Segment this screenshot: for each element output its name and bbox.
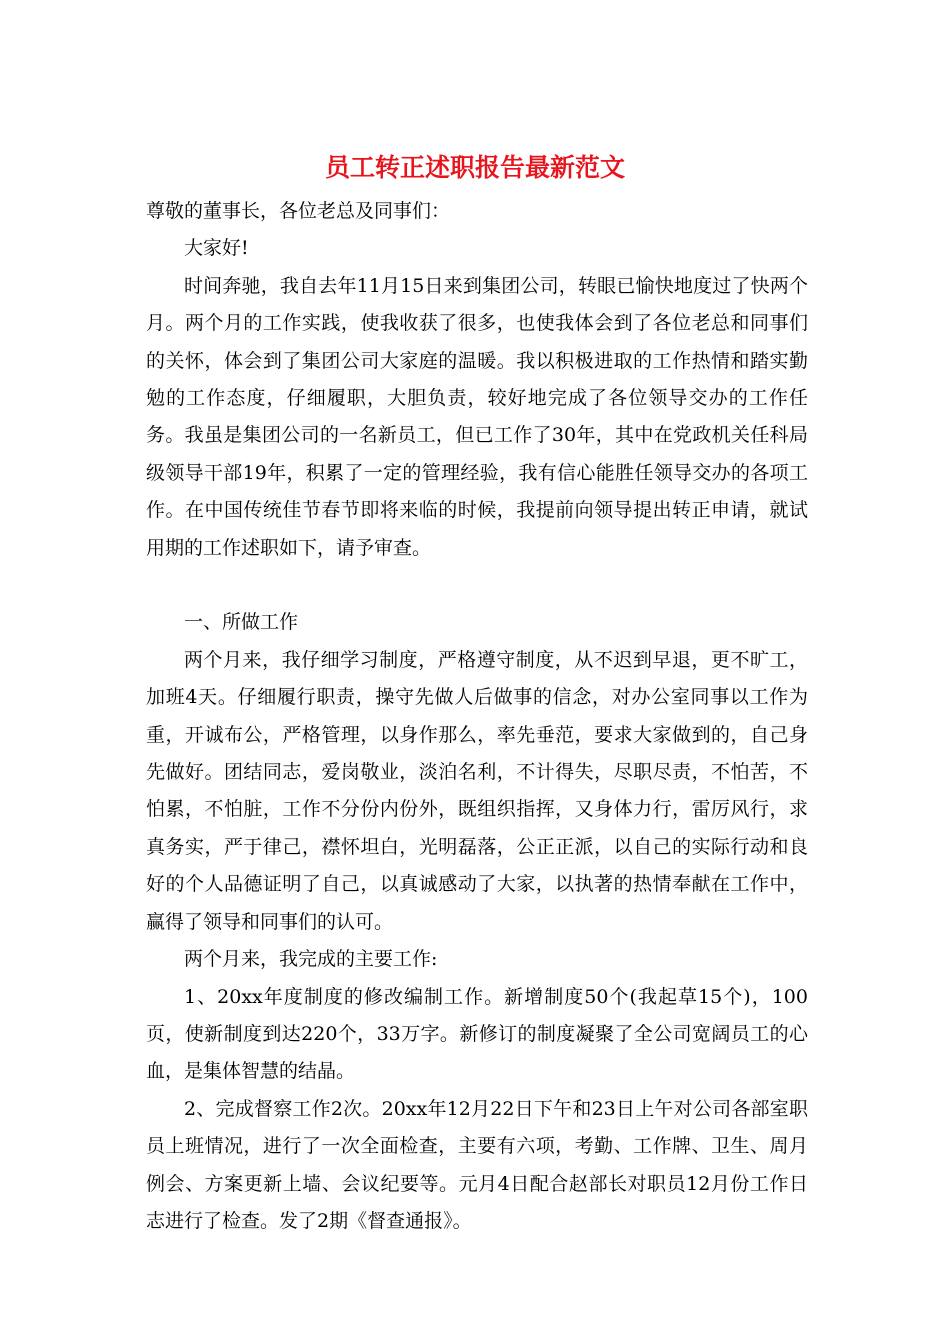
section-heading: 一、所做工作 xyxy=(184,611,299,634)
section-paragraph: 两个月来，我完成的主要工作: xyxy=(184,948,438,971)
document-title: 员工转正述职报告最新范文 xyxy=(324,153,625,182)
blank-line xyxy=(146,567,808,604)
greeting: 大家好! xyxy=(184,237,249,260)
list-item: 1、20xx年度制度的修改编制工作。新增制度50个(我起草15个)，100页，使新制度到达220个，33万字。新修订的制度凝聚了全公司宽阔员工的心血，是集体智慧的结晶。 xyxy=(146,985,808,1083)
document-body xyxy=(146,193,808,1240)
list-item: 2、完成督察工作2次。20xx年12月22日下午和23日上午对公司各部室职员上班情况，进行了一次全面检查，主要有六项，考勤、工作牌、卫生、周月例会、方案更新上墙、会议纪要等。元月4日配合赵部长对职员12月份工作日志进行了检查。发了2期《督查通报》。 xyxy=(146,1097,808,1232)
intro-paragraph: 时间奔驰，我自去年11月15日来到集团公司，转眼已愉快地度过了快两个月。两个月的工作实践，使我收获了很多，也使我体会到了各位老总和同事们的关怀，体会到了集团公司大家庭的温暖。我以积极进取的工作热情和踏实勤勉的工作态度，仔细履职，大胆负责，较好地完成了各位领导交办的工作任务。我虽是集团公司的一名新员工，但已工作了30年，其中在党政机关任科局级领导干部19年，积累了一定的管理经验，我有信心能胜任领导交办的各项工作。在中国传统佳节春节即将来临的时候，我提前向领导提出转正申请，就试用期的工作述职如下，请予审查。 xyxy=(146,274,808,559)
salutation: 尊敬的董事长，各位老总及同事们： xyxy=(146,200,451,222)
section-paragraph: 两个月来，我仔细学习制度，严格遵守制度，从不迟到早退，更不旷工，加班4天。仔细履行职责，操守先做人后做事的信念，对办公室同事以工作为重，开诚布公，严格管理，以身作那么，率先垂范，要求大家做到的，自己身先做好。团结同志，爱岗敬业，淡泊名利，不计得失，尽职尽责，不怕苦，不怕累，不怕脏，工作不分份内份外，既组织指挥，又身体力行，雷厉风行，求真务实，严于律己，襟怀坦白，光明磊落，公正正派，以自己的实际行动和良好的个人品德证明了自己，以真诚感动了大家，以执著的热情奉献在工作中，赢得了领导和同事们的认可。 xyxy=(146,648,808,933)
